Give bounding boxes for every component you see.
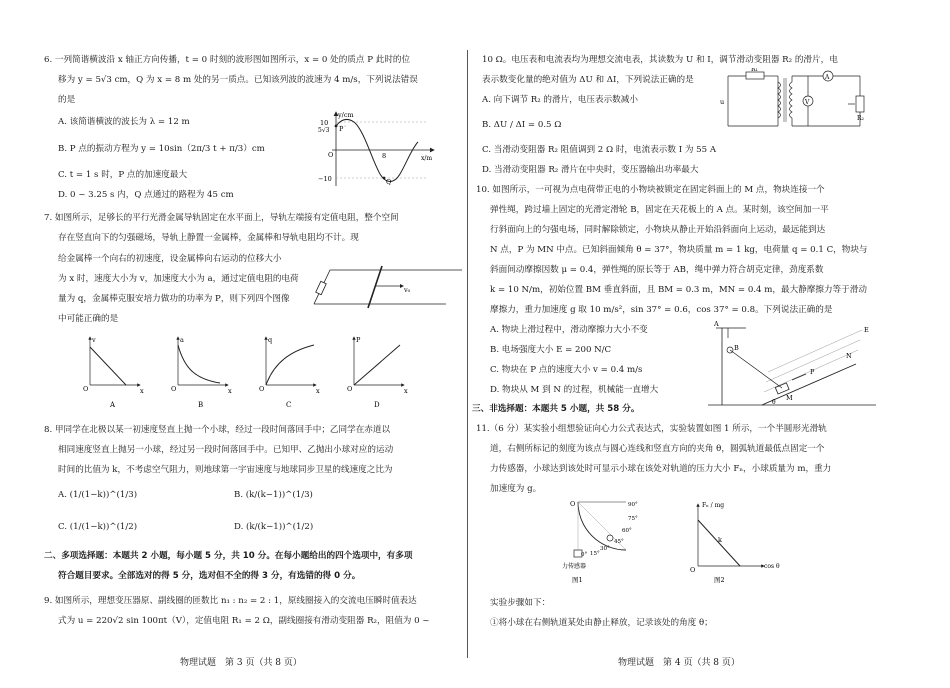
q6-graph-y-p: 5√3 [318, 127, 330, 134]
column-divider [467, 50, 468, 658]
graph-a [83, 336, 144, 409]
q7-line4: 为 x 时，速度大小为 v，加速度大小为 a，通过定值电阻的电荷 [58, 274, 299, 284]
q8-line1: 8. 甲同学在北极以某一初速度竖直上抛一个小球，经过一段时间落回手中；乙同学在赤道以 [44, 425, 391, 435]
q6-graph-x8: 8 [382, 152, 387, 160]
page-footer-right: 物理试题 第 4 页（共 8 页） [618, 658, 740, 668]
page-footer-left: 物理试题 第 3 页（共 8 页） [180, 658, 302, 668]
q6-line1: 6. 一列简谐横波沿 x 轴正方向传播，t = 0 时刻的波形图如图所示，x = 0 处的质点 P 此时的位 [44, 55, 411, 65]
q9-option-d: D. 当滑动变阻器 R₂ 滑片在中央时，变压器输出功率最大 [482, 165, 699, 175]
q6-graph-p: P [339, 125, 344, 133]
q10-incline-figure [706, 320, 881, 410]
q10-line6: k = 10 N/m，初始位置 BM 垂直斜面，且 BM = 0.3 m，MN = 0.4 m，最大静摩擦力等于滑动 [490, 285, 867, 295]
q9-circuit-figure [718, 68, 868, 130]
svg-text:P: P [356, 336, 361, 344]
circuit-voltmeter: V [805, 99, 810, 106]
q11-line2: 道，右侧所标记的刻度为该点与圆心连线和竖直方向的夹角 θ，圆弧轨道最低点固定一个 [490, 444, 825, 454]
q6-option-b: B. P 点的振动方程为 y = 10sin（2π/3 t + π/3）cm [58, 144, 265, 154]
svg-text:45°: 45° [614, 539, 624, 545]
fig2-o: O [690, 566, 696, 574]
graph-b [171, 336, 232, 409]
svg-text:90°: 90° [628, 502, 638, 508]
q9-option-c: C. 当滑动变阻器 R₂ 阻值调到 2 Ω 时，电流表示数 I 为 55 A [482, 145, 717, 155]
q7-line2: 存在竖直向下的匀强磁场，导轨上静置一金属棒，金属棒和导轨电阻均不计。现 [58, 233, 359, 243]
q9-option-b: B. ΔU / ΔI = 0.5 Ω [482, 120, 562, 130]
svg-text:x: x [228, 387, 232, 395]
svg-text:15°: 15° [590, 551, 600, 557]
q8-option-c: C. (1/(1−k))^(1/2) [58, 522, 138, 532]
svg-text:75°: 75° [628, 516, 638, 522]
svg-text:O: O [347, 385, 353, 393]
q8-option-d: D. (k/(k−1))^(1/2) [234, 522, 314, 532]
graph-d [347, 336, 408, 409]
graph-c-label: C [286, 401, 292, 409]
q8-line3: 时间的比值为 k，不考虑空气阻力，则地球第一宇宙速度与地球同步卫星的线速度之比为 [58, 465, 393, 475]
q7-rails-figure [310, 250, 465, 310]
q7-option-graphs [80, 333, 420, 413]
q6-wave-graph [318, 108, 438, 188]
graph-a-label: A [110, 401, 116, 409]
q7-v0-label: v₀ [404, 286, 411, 294]
q9-cont-line2: 表示数变化量的绝对值为 ΔU 和 ΔI，下列说法正确的是 [482, 75, 694, 85]
graph-b-label: B [198, 401, 204, 409]
q11-figure1 [548, 498, 663, 588]
q10-line1: 10. 如图所示，一可视为点电荷带正电的小物块被锁定在固定斜面上的 M 点，物块连接一个 [476, 185, 825, 195]
svg-text:x: x [140, 387, 144, 395]
fig-m: M [786, 394, 793, 402]
q10-line7: 摩擦力，重力加速度 g 取 10 m/s²，sin 37° = 0.6，cos 37° = 0.8。下列说法正确的是 [490, 305, 833, 315]
q7-line1: 7. 如图所示，足够长的平行光滑金属导轨固定在水平面上，导轨左端接有定值电阻，整个空间 [44, 213, 399, 223]
svg-text:a: a [180, 336, 184, 344]
circuit-u: u [720, 98, 725, 106]
q9-cont-line1: 10 Ω。电压表和电流表均为理想交流电表，其读数为 U 和 I，调节滑动变阻器 R₂ 的滑片，电 [482, 55, 838, 65]
q6-graph-origin: O [328, 151, 334, 159]
svg-text:60°: 60° [622, 528, 632, 534]
svg-text:v: v [92, 336, 96, 344]
q6-option-a: A. 该简谐横波的波长为 λ = 12 m [58, 117, 190, 127]
q6-option-c: C. t = 1 s 时，P 点的加速度最大 [58, 170, 188, 180]
q11-line3: 力传感器，小球达到该处时可显示小球在该处对轨道的压力大小 Fₙ，小球质量为 m，重力 [490, 464, 832, 474]
section2-heading-line2: 符合题目要求。全部选对的得 5 分，选对但不全的得 3 分，有选错的得 0 分。 [58, 571, 361, 581]
fig-a: A [714, 320, 719, 328]
q10-line4: N 点，P 为 MN 中点。已知斜面倾角 θ = 37°，物块质量 m = 1 kg，电荷量 q = 0.1 C，物块与 [490, 245, 868, 255]
q6-graph-q: Q [386, 178, 392, 186]
q10-option-a: A. 物块上滑过程中，滑动摩擦力大小不变 [490, 325, 648, 335]
q11-line4: 加速度为 g。 [490, 484, 542, 494]
svg-text:x: x [316, 387, 320, 395]
q7-line5: 量为 q，金属棒克服安培力做功的功率为 P，则下列四个图像 [58, 294, 290, 304]
fig-p: P [810, 368, 815, 376]
svg-text:O: O [83, 385, 89, 393]
q10-option-c: C. 物块在 P 点的速度大小 v = 0.4 m/s [490, 365, 643, 375]
q7-line6: 中可能正确的是 [58, 314, 119, 324]
q10-option-b: B. 电场强度大小 E = 200 N/C [490, 345, 612, 355]
fig1-caption: 图1 [572, 576, 583, 584]
fig-e: E [864, 326, 869, 334]
q11-step1: ①将小球在右侧轨道某处由静止释放，记录该处的角度 θ； [490, 618, 713, 628]
fig2-caption: 图2 [714, 576, 725, 584]
svg-text:30°: 30° [600, 546, 610, 552]
svg-text:0°: 0° [581, 552, 588, 558]
graph-d-label: D [374, 401, 380, 409]
q10-line3: 行斜面向上的匀强电场，同时解除锁定，小物块从静止开始沿斜面向上运动，最远能到达 [490, 225, 826, 235]
fig1-sensor: 力传感器 [562, 563, 587, 570]
section3-heading: 三、非选择题：本题共 5 小题，共 58 分。 [472, 404, 640, 414]
q11-steps-heading: 实验步骤如下： [490, 598, 551, 608]
fig2-xlabel: cos θ [764, 563, 780, 570]
circuit-ammeter: A [825, 74, 830, 81]
circuit-r1: R₁ [751, 68, 758, 73]
fig2-k: k [718, 536, 722, 544]
q6-graph-xlabel: x/m [421, 155, 433, 162]
q8-option-a: A. (1/(1−k))^(1/3) [58, 490, 138, 500]
q11-line1: 11.（6 分）某实验小组想验证向心力公式表达式，实验装置如图 1 所示，一个半圆形光滑轨 [476, 424, 827, 434]
q6-graph-y-bottom: −10 [318, 175, 332, 183]
q11-figure2 [688, 498, 798, 588]
q8-line2: 相同速度竖直上抛另一小球，经过另一段时间落回手中。已知甲、乙抛出小球对应的运动 [58, 445, 394, 455]
q10-option-d: D. 物块从 M 到 N 的过程，机械能一直增大 [490, 385, 659, 395]
q7-line3: 给金属棒一个向右的初速度，设金属棒向右运动的位移大小 [58, 254, 282, 264]
q9-line1: 9. 如图所示，理想变压器原、副线圈的匝数比 n₁ : n₂ = 2 : 1，原线圈接入的交流电压瞬时值表达 [44, 596, 417, 606]
graph-c [259, 336, 320, 409]
q6-line3: 的是 [58, 95, 76, 105]
q10-line2: 弹性绳，跨过墙上固定的光滑定滑轮 B，固定在天花板上的 A 点。某时刻，该空间加一平 [490, 205, 829, 215]
q9-line2: 式为 u = 220√2 sin 100πt（V），定值电阻 R₁ = 2 Ω，副线圈接有滑动变阻器 R₂，阻值为 0 ~ [58, 616, 430, 626]
svg-text:O: O [171, 385, 177, 393]
circuit-r2: R₂ [857, 115, 864, 122]
q6-graph-y-top: 10 [320, 119, 329, 127]
svg-text:O: O [259, 385, 265, 393]
svg-text:x: x [404, 387, 408, 395]
svg-text:q: q [268, 336, 273, 344]
q6-line2: 移为 y = 5√3 cm，Q 为 x = 8 m 处的另一质点。已知该列波的波速为 4 m/s，下列说法错误 [58, 75, 418, 85]
section2-heading-line1: 二、多项选择题：本题共 2 小题，每小题 5 分，共 10 分。在每小题给出的四个选项中，有多项 [44, 551, 413, 561]
fig-n: N [846, 352, 852, 360]
q8-option-b: B. (k/(k−1))^(1/3) [234, 490, 313, 500]
q9-option-a: A. 向下调节 R₂ 的滑片，电压表示数减小 [482, 95, 638, 105]
q10-line5: 斜面间动摩擦因数 μ = 0.4，弹性绳的原长等于 AB，绳中弹力符合胡克定律，劲度系数 [490, 265, 824, 275]
fig-b: B [734, 344, 739, 352]
fig-theta: θ [772, 399, 776, 406]
q6-graph-ylabel: y/cm [338, 111, 354, 119]
q6-option-d: D. 0 ~ 3.25 s 内，Q 点通过的路程为 45 cm [58, 190, 234, 200]
fig1-o: O [570, 500, 576, 508]
fig2-ylabel: Fₙ / mg [702, 502, 725, 509]
